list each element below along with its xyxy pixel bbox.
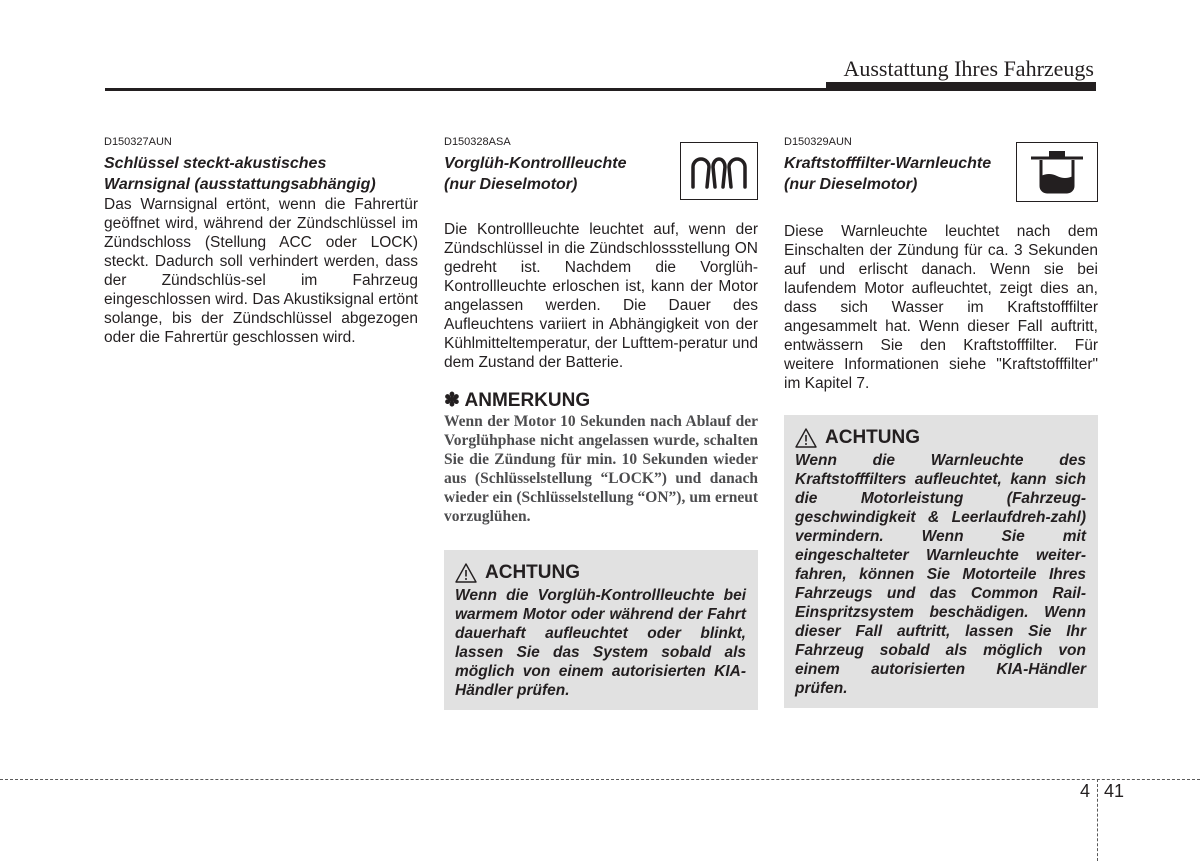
footer-divider: [0, 779, 1200, 780]
section-code: D150329AUN: [784, 136, 852, 148]
section-heading-line2: Warnsignal (ausstattungsabhängig): [104, 176, 376, 193]
warning-box: [444, 550, 758, 710]
title-block: [784, 136, 1009, 195]
section-heading-line1: Vorglüh-Kontrollleuchte: [444, 155, 627, 172]
footer-vertical-divider: [1097, 779, 1098, 861]
warning-heading: [795, 427, 1086, 449]
warning-box: [784, 415, 1098, 708]
column-key-warning: [104, 136, 418, 347]
title-row: [784, 136, 1098, 202]
warning-heading-text: ACHTUNG: [485, 562, 580, 583]
note-symbol: ✽: [444, 390, 460, 411]
warning-heading: [455, 562, 746, 584]
warning-triangle-icon: [795, 428, 817, 448]
note-heading: [444, 389, 758, 412]
page-number: 41: [1104, 781, 1125, 801]
note-text: Wenn der Motor 10 Sekunden nach Ablauf der Vorglühphase nicht angelassen wurde, schalten Sie die Zündung für min. 10 Sekunden wieder aus (Schlüsselstellung “LOCK”) und danach wieder ein (Schlüsselstellung “ON”), um erneut vorzuglühen.: [444, 413, 758, 525]
fuel-filter-icon: [1016, 142, 1098, 202]
warning-text: Wenn die Vorglüh-Kontrollleuchte bei warmem Motor oder während der Fahrt dauerhaft aufleuchtet oder blinkt, lassen Sie das System sobald als möglich von einem autorisierten KIA-Händler prüfen.: [455, 587, 746, 699]
body-paragraph: Die Kontrollleuchte leuchtet auf, wenn der Zündschlüssel in die Zündschlossstellung ON gedreht ist. Nachdem die Vorglüh-Kontrollleuchte erloschen ist, kann der Motor angelassen werden. Die Dauer des Aufleuchtens variiert in Abhängigkeit von der Kühlmitteltemperatur, der Lufttem-peratur und dem Zustand der Batterie.: [444, 221, 758, 371]
title-block: [444, 136, 649, 195]
glow-plug-icon: [680, 142, 758, 200]
header-tab: [826, 82, 1096, 88]
note-block: [444, 389, 758, 526]
section-heading-line1: Kraftstofffilter-Warnleuchte: [784, 155, 992, 172]
section-code: D150327AUN: [104, 136, 172, 148]
column-glow-plug: [444, 136, 758, 710]
section-title: Ausstattung Ihres Fahrzeugs: [843, 56, 1094, 81]
column-fuel-filter: [784, 136, 1098, 708]
warning-heading-text: ACHTUNG: [825, 427, 920, 448]
section-heading-line2: (nur Dieselmotor): [444, 176, 578, 193]
chapter-number: 4: [1080, 781, 1091, 801]
body-paragraph: Das Warnsignal ertönt, wenn die Fahrertür geöffnet wird, während der Zündschlüssel im Zündschloss (Stellung ACC oder LOCK) steckt. Dadurch soll verhindert werden, dass der Zündschlüs-sel im Fahrzeug eingeschlossen wird. Das Akustiksignal ertönt solange, bis der Zündschlüssel abgezogen oder die Fahrertür geschlossen wird.: [104, 196, 418, 346]
body-paragraph: Diese Warnleuchte leuchtet nach dem Einschalten der Zündung für ca. 3 Sekunden auf und erlischt danach. Wenn sie bei laufendem Motor aufleuchtet, zeigt dies an, dass sich Wasser im Kraftstofffilter angesammelt hat. Wenn dieser Fall auftritt, entwässern Sie den Kraftstofffilter. Für weitere Informationen siehe "Kraftstofffilter" im Kapitel 7.: [784, 223, 1098, 392]
title-row: [444, 136, 758, 200]
note-heading-text: ANMERKUNG: [464, 390, 591, 411]
header-rule: [105, 88, 1096, 91]
warning-triangle-icon: [455, 563, 477, 583]
warning-text: Wenn die Warnleuchte des Kraftstofffilters aufleuchtet, kann sich die Motorleistung (Fahrzeug-geschwindigkeit & Leerlaufdreh-zahl) vermindern. Wenn Sie mit eingeschalteter Warnleuchte weiter-fahren, können Sie Motorteile Ihres Fahrzeugs und das Common Rail-Einspritzsystem beschädigen. Wenn dieser Fall auftritt, lassen Sie Ihr Fahrzeug sobald als möglich von einem autorisierten KIA-Händler prüfen.: [795, 452, 1086, 697]
section-heading-line1: Schlüssel steckt-akustisches: [104, 155, 327, 172]
section-code: D150328ASA: [444, 136, 511, 148]
section-heading-line2: (nur Dieselmotor): [784, 176, 918, 193]
